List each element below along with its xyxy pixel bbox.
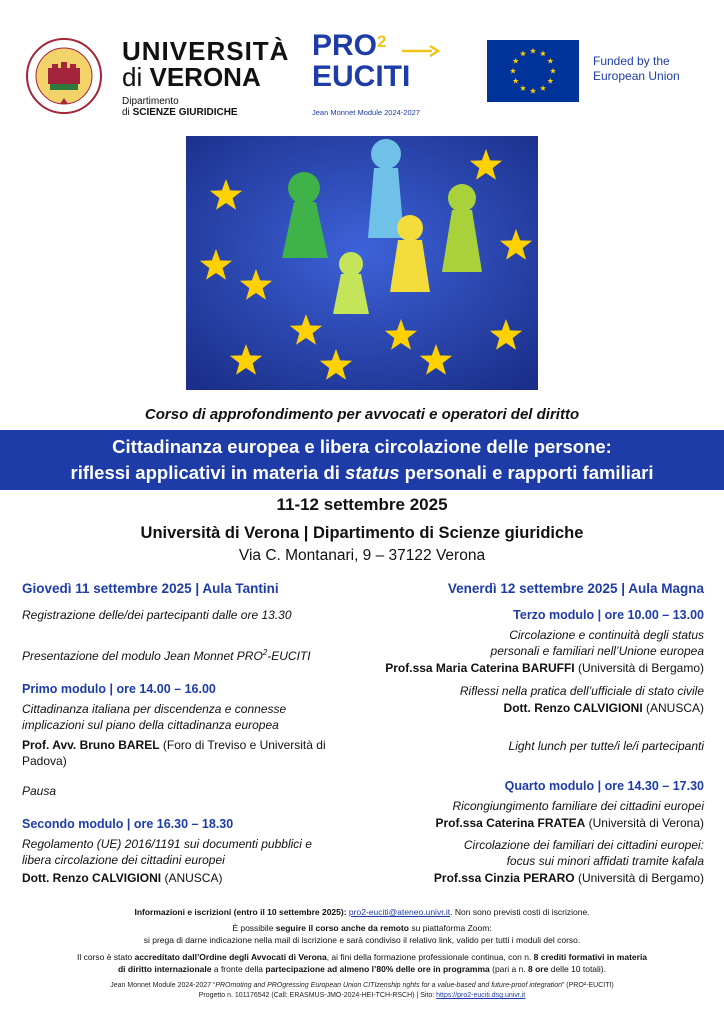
project-logo-line1	[312, 30, 386, 62]
module2-speaker-line	[22, 870, 362, 886]
module4-topic2-line1: Circolazione dei familiari dei cittadini europei:	[463, 838, 704, 852]
module4-topic2-line2-prefix: focus sui minori affidati tramite	[506, 854, 672, 868]
footer-remote-bold: seguire il corso anche da remoto	[275, 923, 409, 933]
footer-accr-bold3: di diritto internazionale	[117, 964, 212, 974]
footer-project-prefix: Jean Monnet Module 2024-2027 “	[110, 982, 216, 989]
module1-topic: Cittadinanza italiana per discendenza e connesse implicazioni sul piano della cittadinanza europea	[22, 702, 287, 732]
day1-heading: Giovedì 11 settembre 2025 | Aula Tantini	[22, 581, 279, 596]
day1-pause: Pausa	[22, 784, 57, 798]
university-line2-prefix: di	[122, 62, 143, 92]
module2-affiliation: (ANUSCA)	[161, 871, 223, 885]
day1-presentation	[22, 645, 362, 664]
module3-affiliation1: (Università di Bergamo)	[574, 661, 704, 675]
module4-topic2-line2	[352, 853, 704, 869]
day2-lunch: Light lunch per tutte/i le/i partecipanti	[508, 739, 704, 753]
course-title-line2-italic: status	[345, 462, 400, 483]
module2-heading: Secondo modulo | ore 16.30 – 18.30	[22, 817, 234, 831]
event-dates: 11-12 settembre 2025	[276, 495, 448, 514]
module1-affiliation: (Foro di Treviso e Università di Padova)	[22, 738, 326, 768]
module3-speaker2: Dott. Renzo CALVIGIONI	[503, 701, 643, 715]
footer-accr-part5: delle 10 totali).	[548, 964, 607, 974]
footer-remote-line1	[0, 922, 724, 934]
department-line2-prefix: di	[122, 107, 130, 118]
module4-speaker1-line	[352, 815, 704, 831]
footer-accr-bold2: 8 crediti formativi in materia	[533, 952, 648, 962]
university-line2	[122, 64, 289, 90]
university-name	[122, 38, 289, 118]
day2-heading: Venerdì 12 settembre 2025 | Aula Magna	[447, 581, 704, 596]
eu-funded-line2: European Union	[593, 69, 680, 83]
project-logo-line2: EUCITI	[312, 60, 411, 93]
footer-accr-part4: (pari a n.	[489, 964, 529, 974]
day1-presentation-prefix: Presentazione del modulo Jean Monnet PRO	[22, 649, 263, 663]
footer-accr-bold4: partecipazione ad almeno l’80% delle ore in programma	[265, 964, 490, 974]
footer-accr-part2: , ai fini della formazione professionale continua, con n.	[326, 952, 534, 962]
eu-funded-line1: Funded by the	[593, 54, 670, 68]
department-line1: Dipartimento	[122, 96, 179, 107]
module4-topic2-line2-italic: kafala	[671, 854, 704, 868]
course-title-line2-suffix: personali e rapporti familiari	[399, 462, 654, 483]
university-line2-name: VERONA	[149, 62, 261, 92]
footer-project-line2-prefix: Progetto n. 101176542 (Call: ERASMUS-JMO-2024-HEI-TCH-RSCH) | Sito:	[198, 992, 437, 999]
module1-speaker: Prof. Avv. Bruno BAREL	[22, 738, 160, 752]
project-logo-sup: 2	[377, 32, 387, 51]
course-title-line2	[0, 460, 724, 486]
module4-affiliation2: (Università di Bergamo)	[574, 871, 704, 885]
module1-heading: Primo modulo | ore 14.00 – 16.00	[22, 682, 216, 696]
university-line1: UNIVERSITÀ	[122, 36, 290, 66]
module3-speaker2-line	[352, 700, 704, 716]
footer-info-line: Informazioni e iscrizioni (entro il 10 settembre 2025): pro2-euciti@ateneo.univr.it. Non sono previsti costi di iscrizione.	[134, 907, 590, 917]
module4-speaker2: Prof.ssa Cinzia PERARO	[433, 871, 575, 885]
module3-speaker1-line	[352, 660, 704, 676]
arrow-right-icon	[402, 45, 440, 57]
module3-topic2: Riflessi nella pratica dell’ufficiale di stato civile	[459, 684, 704, 698]
footer-remote-line2: si prega di darne indicazione nella mail di iscrizione e sarà condiviso il relativo link, valido per tutti i moduli del corso.	[143, 935, 581, 945]
footer-email-link[interactable]: pro2-euciti@ateneo.univr.it	[348, 907, 451, 917]
day1-registration: Registrazione delle/dei partecipanti dalle ore 13.30	[22, 608, 292, 622]
day1-presentation-suffix: -EUCITI	[267, 649, 311, 663]
footer-accreditation-line1	[0, 951, 724, 963]
footer-accr-part3: a fronte della	[211, 964, 266, 974]
module4-speaker1: Prof.ssa Caterina FRATEA	[435, 816, 586, 830]
eu-citizens-figures-photo	[186, 136, 538, 390]
project-logo-sub: Jean Monnet Module 2024-2027	[312, 108, 420, 117]
department-line2	[122, 107, 289, 118]
module2-topic: Regolamento (UE) 2016/1191 sui documenti pubblici e libera circolazione dei cittadini europei	[22, 837, 312, 867]
footer-info-suffix: . Non sono previsti costi di iscrizione.	[450, 907, 590, 917]
footer-project-line2	[0, 991, 724, 1001]
footer-project-line1	[0, 981, 724, 991]
module3-heading: Terzo modulo | ore 10.00 – 13.00	[513, 608, 704, 622]
footer-accr-part1: Il corso è stato	[76, 952, 135, 962]
eu-flag-icon	[487, 40, 579, 102]
day1-presentation-sup: 2	[262, 648, 268, 657]
event-address: Via C. Montanari, 9 – 37122 Verona	[238, 547, 486, 564]
module3-topic1: Circolazione e continuità degli status personali e familiari nell’Unione europea	[490, 628, 704, 658]
footer-accreditation-line2	[0, 963, 724, 975]
module3-speaker1: Prof.ssa Maria Caterina BARUFFI	[385, 661, 575, 675]
course-title-line1: Cittadinanza europea e libera circolazione delle persone:	[112, 436, 612, 457]
university-seal-logo	[26, 38, 102, 114]
course-intro: Corso di approfondimento per avvocati e operatori del diritto	[144, 406, 580, 423]
footer-info-label: Informazioni e iscrizioni (entro il 10 settembre 2025)	[134, 907, 344, 917]
module1-speaker-line	[22, 737, 352, 769]
footer-remote-suffix: su piattaforma Zoom:	[409, 923, 492, 933]
event-venue: Università di Verona | Dipartimento di Scienze giuridiche	[140, 524, 584, 542]
department-line2-name: SCIENZE GIURIDICHE	[132, 107, 238, 118]
footer-accr-bold5: 8 ore	[528, 964, 549, 974]
footer-project-suffix: ” (PRO²-EUCITI)	[562, 982, 614, 989]
project-logo	[312, 30, 442, 120]
module4-speaker2-line	[352, 870, 704, 886]
course-title-line2-prefix: riflessi applicativi in materia di	[70, 462, 346, 483]
footer-remote-prefix: È possibile	[232, 923, 276, 933]
course-title-band	[0, 430, 724, 490]
module3-affiliation2: (ANUSCA)	[642, 701, 704, 715]
footer-site-link[interactable]: https://pro2-euciti.dsg.univr.it	[436, 992, 526, 999]
module4-heading: Quarto modulo | ore 14.30 – 17.30	[504, 779, 704, 793]
eu-funded-text	[593, 54, 680, 84]
footer-accr-bold1: accreditato dall’Ordine degli Avvocati di Verona	[134, 952, 327, 962]
header	[0, 0, 724, 130]
module4-topic1: Ricongiungimento familiare dei cittadini europei	[452, 799, 704, 813]
project-logo-pro: PRO	[312, 29, 378, 62]
module2-speaker: Dott. Renzo CALVIGIONI	[22, 871, 162, 885]
footer-project-italic: PROmoting and PROgressing European Union CITIzenship rights for a value-based and future-proof integration	[215, 982, 563, 989]
footer	[0, 906, 724, 1001]
module4-affiliation1: (Università di Verona)	[585, 816, 704, 830]
